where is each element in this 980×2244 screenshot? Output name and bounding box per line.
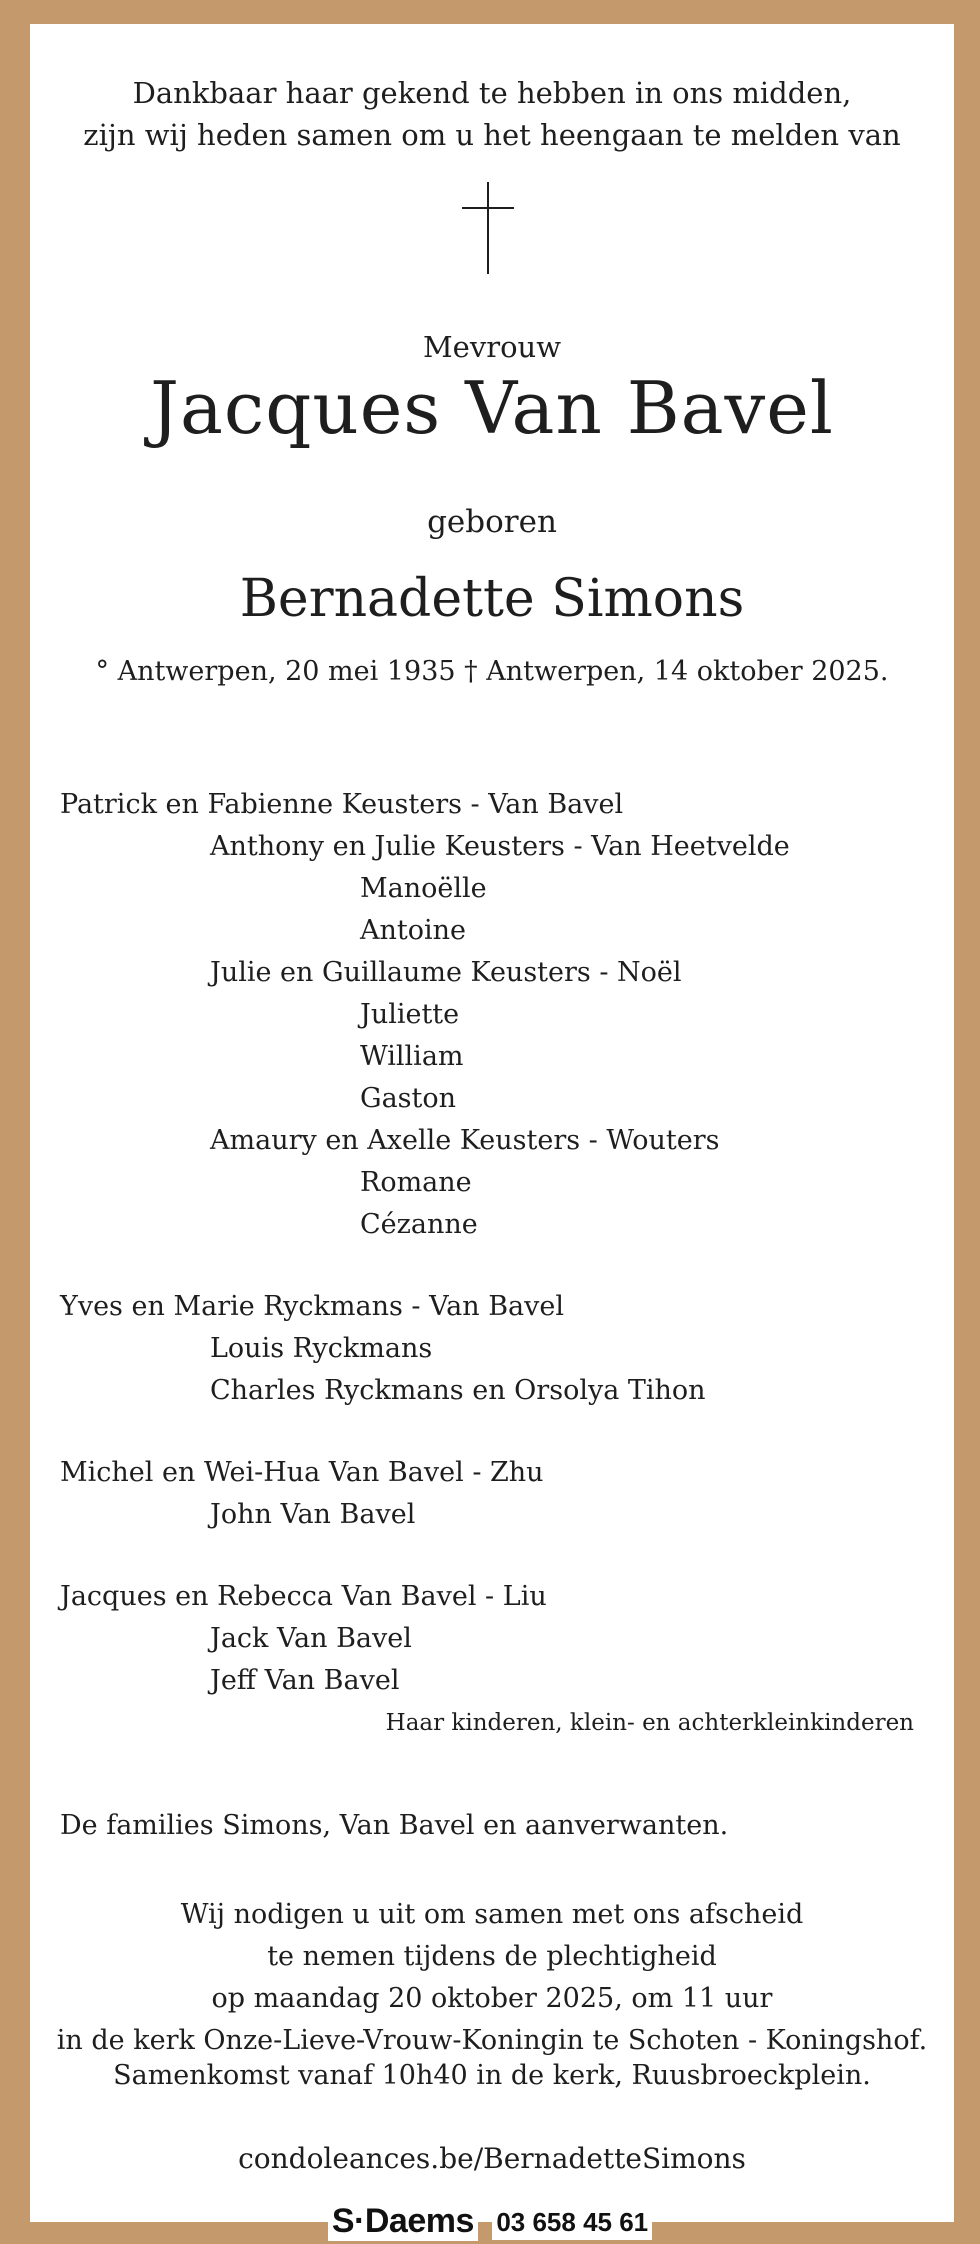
family-member: John Van Bavel [210, 1499, 416, 1530]
invitation [30, 1894, 954, 2062]
family-member: Cézanne [360, 1209, 478, 1240]
funeral-home-phone: 03 658 45 61 [492, 2201, 652, 2240]
family-member: Michel en Wei-Hua Van Bavel - Zhu [60, 1457, 544, 1488]
birth-name: Bernadette Simons [239, 569, 745, 629]
intro-line: zijn wij heden samen om u het heengaan te melden van [83, 118, 901, 152]
condolence-link[interactable]: condoleances.be/BernadetteSimons [238, 2142, 746, 2175]
family-member: Anthony en Julie Keusters - Van Heetvelde [210, 831, 790, 862]
family-member: Jacques en Rebecca Van Bavel - Liu [60, 1581, 547, 1612]
honorific: Mevrouw [422, 330, 562, 364]
family-member: Jeff Van Bavel [210, 1665, 400, 1696]
family-member: Charles Ryckmans en Orsolya Tihon [210, 1375, 706, 1406]
intro-line: Dankbaar haar gekend te hebben in ons midden, [132, 76, 852, 110]
invitation-line: te nemen tijdens de plechtigheid [267, 1941, 717, 1972]
family-tagline: Haar kinderen, klein- en achterkleinkinderen [385, 1710, 914, 1736]
life-dates: ° Antwerpen, 20 mei 1935 † Antwerpen, 14 oktober 2025. [95, 656, 889, 687]
family-member: Louis Ryckmans [210, 1333, 433, 1364]
family-member: Romane [360, 1167, 472, 1198]
family-member: Yves en Marie Ryckmans - Van Bavel [60, 1291, 565, 1322]
invitation-line: op maandag 20 oktober 2025, om 11 uur [211, 1983, 773, 2014]
family-member: Gaston [360, 1083, 457, 1114]
funeral-home-footer [0, 2200, 980, 2244]
family-member: Jack Van Bavel [210, 1623, 412, 1654]
gathering-info: Samenkomst vanaf 10h40 in de kerk, Ruusbroeckplein. [113, 2060, 871, 2091]
intro-text [30, 72, 954, 156]
family-member: Patrick en Fabienne Keusters - Van Bavel [60, 789, 624, 820]
invitation-line: in de kerk Onze-Lieve-Vrouw-Koningin te Schoten - Koningshof. [56, 2025, 928, 2056]
born-label: geboren [427, 504, 557, 540]
family-member: Antoine [360, 915, 466, 946]
obituary-card [30, 24, 954, 2222]
latin-cross-icon [462, 182, 514, 274]
family-member: Juliette [360, 999, 460, 1030]
family-member: Julie en Guillaume Keusters - Noël [210, 957, 682, 988]
invitation-line: Wij nodigen u uit om samen met ons afscheid [180, 1899, 804, 1930]
funeral-home-logo: S·Daems [328, 2200, 478, 2241]
family-member: Amaury en Axelle Keusters - Wouters [210, 1125, 720, 1156]
family-member: Manoëlle [360, 873, 487, 904]
other-families: De families Simons, Van Bavel en aanverwanten. [60, 1810, 729, 1841]
family-member: William [360, 1041, 464, 1072]
deceased-name: Jacques Van Bavel [150, 366, 834, 450]
